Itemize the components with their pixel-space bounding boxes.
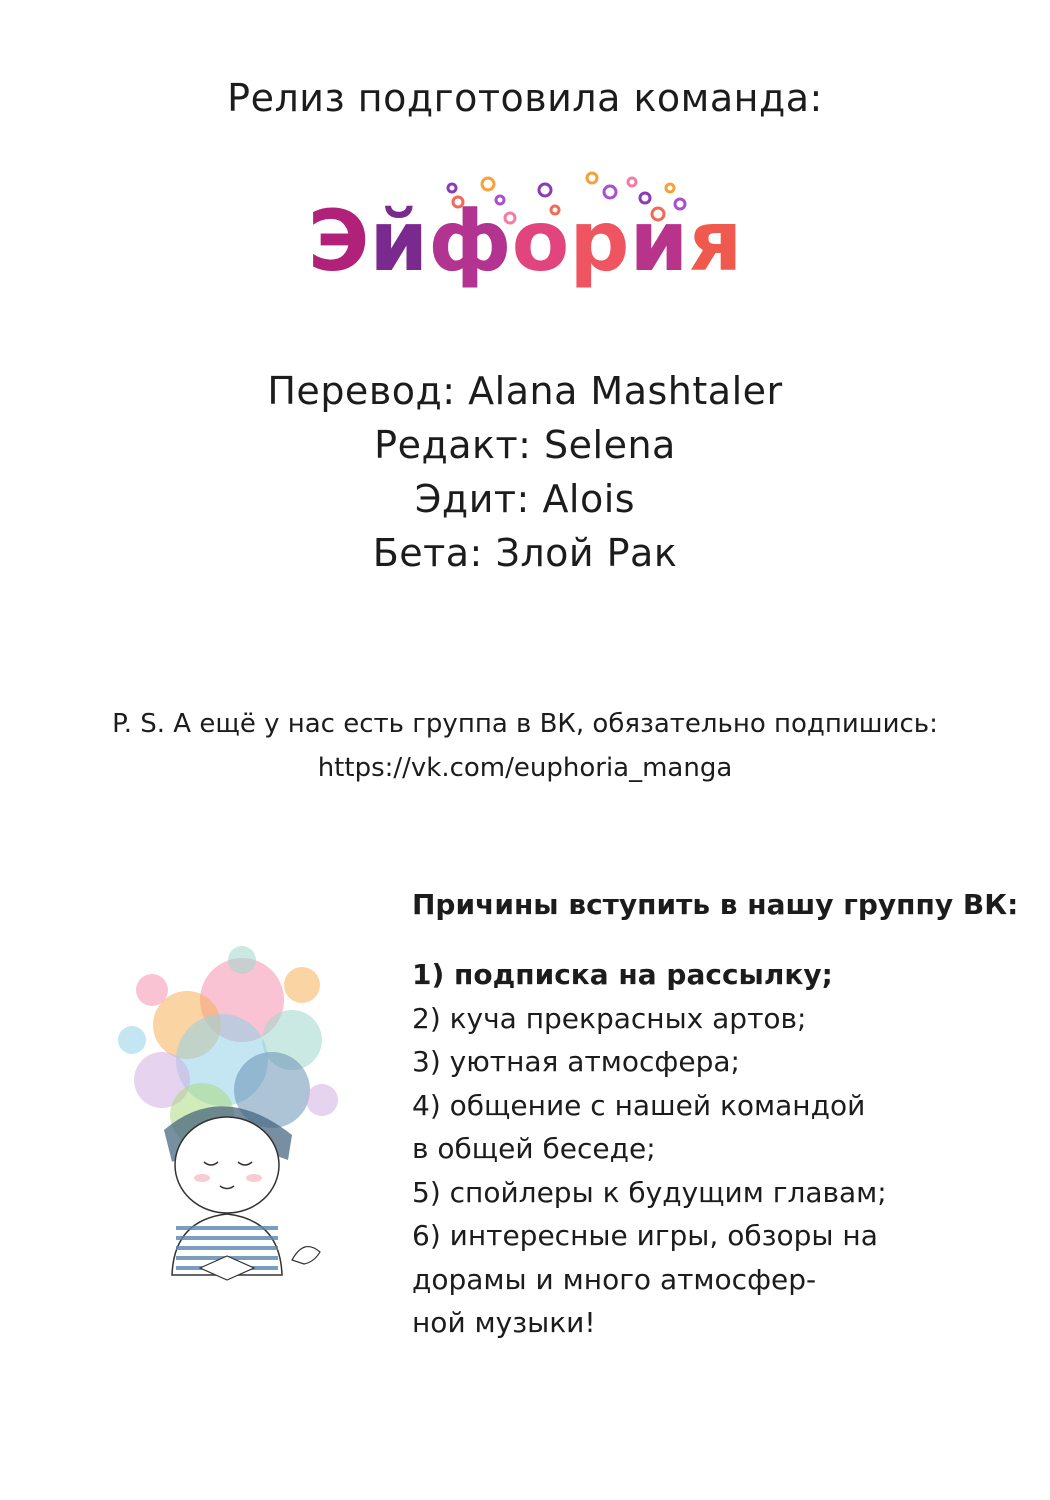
credit-role: Редакт: — [374, 423, 532, 467]
ps-note — [0, 702, 1050, 790]
vk-link[interactable]: https://vk.com/euphoria_manga — [317, 753, 733, 783]
flower-blob — [136, 974, 168, 1006]
cheek-left — [194, 1174, 210, 1182]
reason-item: в общей беседе; — [412, 1132, 656, 1165]
reason-item: 6) интересные игры, обзоры на — [412, 1219, 878, 1252]
credit-name: Selena — [544, 423, 676, 467]
reason-item: 1) подписка на рассылку; — [412, 958, 833, 991]
euphoria-logo — [307, 170, 743, 310]
logo-letter: Э — [307, 192, 370, 290]
credits-list — [0, 364, 1050, 580]
logo-dot — [666, 184, 674, 192]
credit-name: Злой Рак — [495, 531, 678, 575]
flower-blob — [284, 967, 320, 1003]
logo-letter: и — [629, 192, 689, 290]
logo-letter: й — [369, 192, 429, 290]
credit-edit — [0, 472, 1050, 526]
reasons-title: Причины вступить в нашу группу ВК: — [412, 888, 1019, 921]
credit-role: Эдит: — [414, 477, 530, 521]
reason-item: дорамы и много атмосфер- — [412, 1262, 817, 1296]
logo-dot — [587, 173, 597, 183]
logo-letter: ф — [428, 192, 512, 290]
credit-name: Alois — [542, 477, 636, 521]
intro-heading: Релиз подготовила команда: — [227, 76, 823, 120]
reason-item: 2) куча прекрасных артов; — [412, 1001, 807, 1035]
credit-role: Бета: — [372, 531, 483, 575]
credit-translation — [0, 364, 1050, 418]
credit-role: Перевод: — [267, 369, 456, 413]
logo-dot — [628, 178, 636, 186]
reasons-block — [412, 888, 1032, 1345]
reason-item: 4) общение с нашей командой — [412, 1088, 866, 1122]
reason-item: ной музыки! — [412, 1306, 596, 1339]
face — [175, 1117, 279, 1213]
flower-blob — [306, 1084, 338, 1116]
logo-letter: я — [688, 192, 743, 290]
reason-item: 3) уютная атмосфера; — [412, 1045, 740, 1078]
credit-beta — [0, 526, 1050, 580]
flower-blob — [118, 1026, 146, 1054]
cheek-right — [246, 1174, 262, 1182]
logo-letter: о — [511, 192, 570, 290]
credit-editing — [0, 418, 1050, 472]
girl-with-flowers-illustration — [92, 930, 362, 1290]
logo-dot — [482, 178, 494, 190]
reason-item: 5) спойлеры к будущим главам; — [412, 1175, 887, 1209]
logo-letter: р — [569, 192, 630, 290]
girl-figure — [164, 1106, 320, 1280]
ps-text: P. S. А ещё у нас есть группа в ВК, обязательно подпишись: — [112, 709, 938, 739]
logo-dot — [448, 184, 456, 192]
credit-name: Alana Mashtaler — [468, 369, 783, 413]
flower-blob — [228, 946, 256, 974]
small-bird — [292, 1247, 320, 1264]
